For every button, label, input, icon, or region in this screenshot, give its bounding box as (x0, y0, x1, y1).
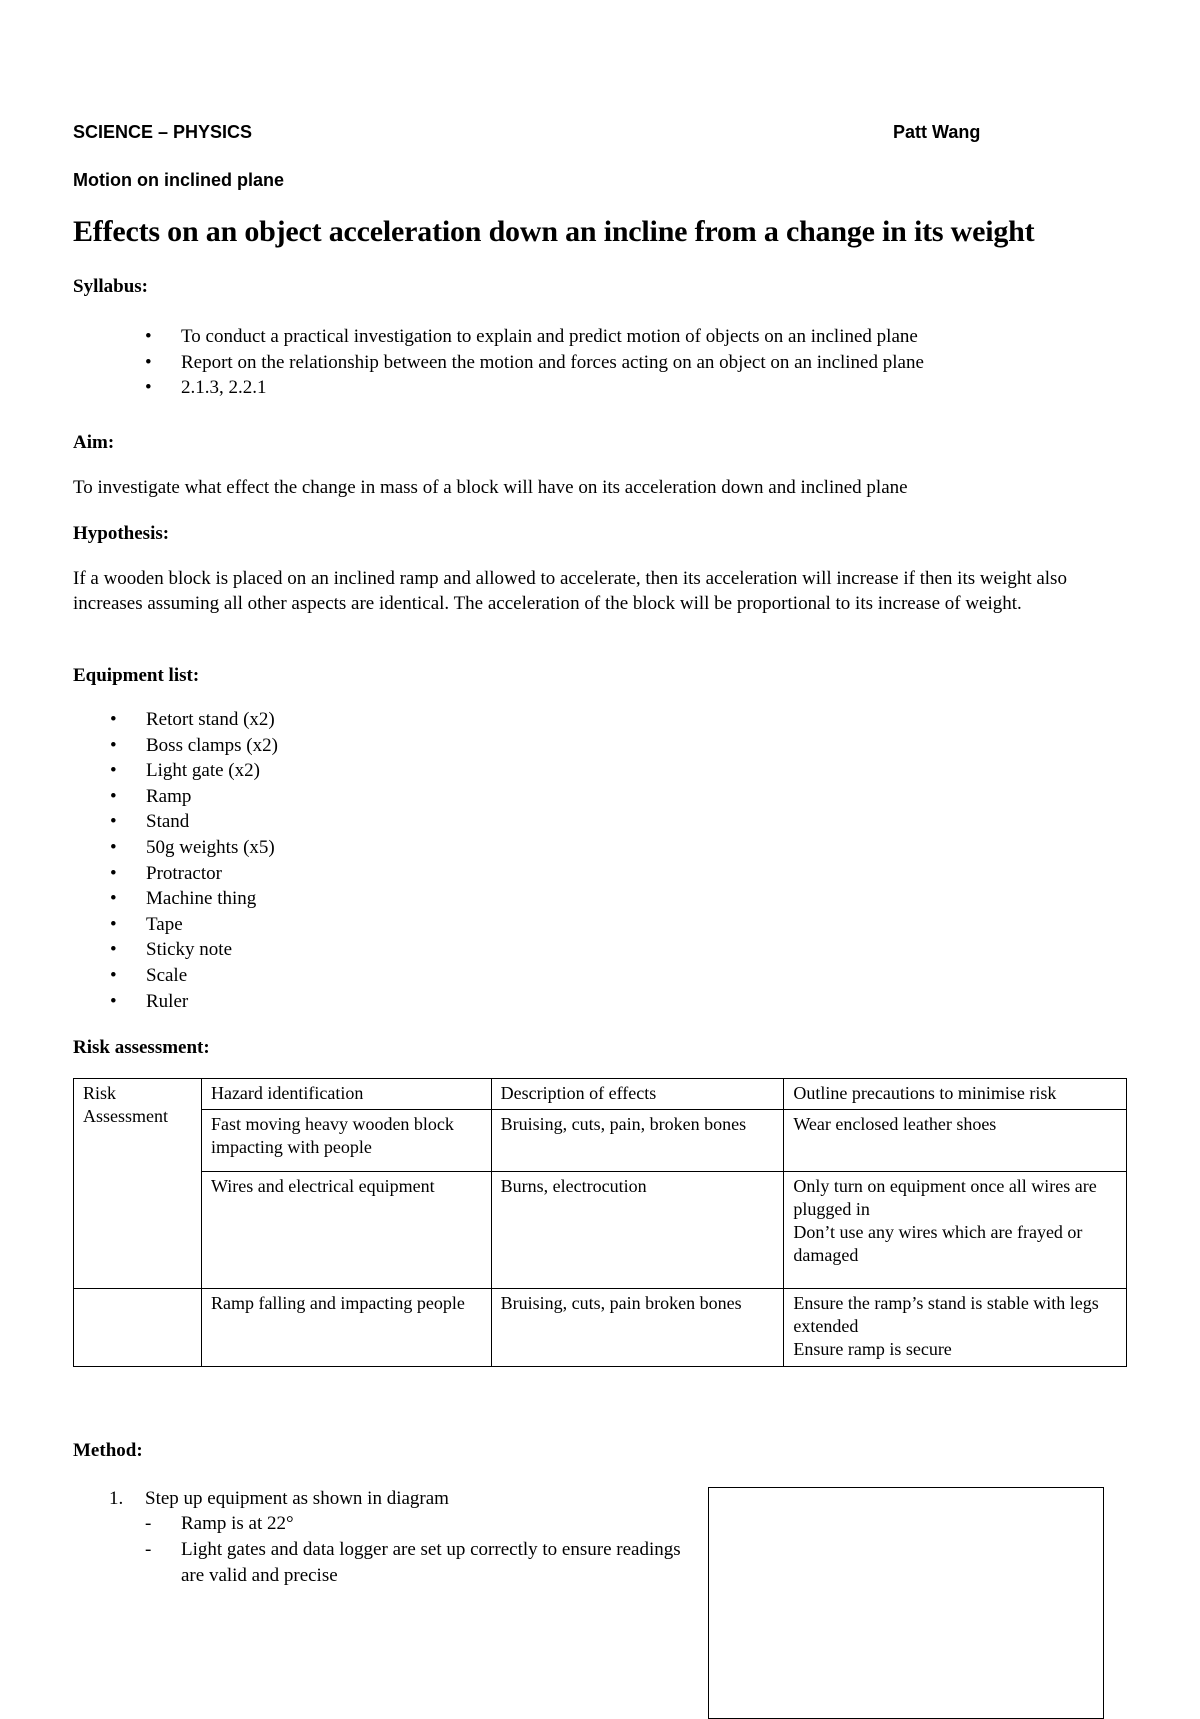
empty-cell (74, 1289, 202, 1367)
effects-cell: Burns, electrocution (491, 1172, 784, 1289)
syllabus-list (145, 324, 1155, 401)
precautions-cell (784, 1110, 1127, 1172)
effects-cell: Bruising, cuts, pain broken bones (491, 1289, 784, 1367)
hazard-cell: Fast moving heavy wooden block impacting with people (201, 1110, 491, 1172)
table-row (74, 1079, 1127, 1110)
syllabus-heading: Syllabus: (73, 276, 148, 297)
substep-list (145, 1511, 693, 1589)
hazard-cell: Wires and electrical equipment (201, 1172, 491, 1289)
list-item: • To conduct a practical investigation to explain and predict motion of objects on an inclined plane (145, 324, 1155, 350)
hazard-cell: Ramp falling and impacting people (201, 1289, 491, 1367)
list-item: • Tape (110, 912, 610, 938)
aim-text: To investigate what effect the change in mass of a block will have on its acceleration down and inclined plane (73, 477, 908, 498)
method-steps (73, 1486, 693, 1589)
hypothesis-text: If a wooden block is placed on an inclined ramp and allowed to accelerate, then its acceleration will increase if then its weight also increases assuming all other aspects are identical. The acceleration of the block will be proportional to its increase of weight. (73, 568, 1067, 614)
column-header: Description of effects (491, 1079, 784, 1110)
precaution-line: Ensure the ramp’s stand is stable with legs extended (793, 1293, 1099, 1336)
diagram-placeholder (708, 1487, 1104, 1719)
list-item: • Report on the relationship between the motion and forces acting on an object on an inclined plane (145, 350, 1155, 376)
topic-label: Motion on inclined plane (73, 170, 284, 190)
table-row (74, 1172, 1127, 1289)
table-row (74, 1289, 1127, 1367)
list-item: • Ramp (110, 784, 610, 810)
precaution-line: Don’t use any wires which are frayed or damaged (793, 1222, 1083, 1265)
hypothesis-heading: Hypothesis: (73, 523, 170, 544)
equipment-heading: Equipment list: (73, 665, 200, 686)
subject-label: SCIENCE – PHYSICS (73, 122, 253, 142)
method-heading: Method: (73, 1440, 143, 1461)
document-title: Effects on an object acceleration down an incline from a change in its weight (73, 215, 1035, 248)
list-item: • Boss clamps (x2) (110, 733, 610, 759)
method-step (73, 1486, 693, 1589)
list-item: • Scale (110, 963, 610, 989)
list-item: • Retort stand (x2) (110, 707, 610, 733)
column-header: Hazard identification (201, 1079, 491, 1110)
dash-mark: - (145, 1539, 152, 1560)
list-item: • Machine thing (110, 886, 610, 912)
list-item: • 50g weights (x5) (110, 835, 610, 861)
aim-heading: Aim: (73, 432, 115, 453)
table-row (74, 1110, 1127, 1172)
precautions-cell (784, 1172, 1127, 1289)
list-item: • Light gate (x2) (110, 758, 610, 784)
substep (145, 1511, 693, 1537)
risk-corner-cell: Risk Assessment (74, 1079, 202, 1289)
step-number: 1. (109, 1488, 124, 1509)
list-item: • Stand (110, 809, 610, 835)
substep-text: Light gates and data logger are set up correctly to ensure readings are valid and precise (181, 1539, 681, 1586)
precaution-line: Wear enclosed leather shoes (793, 1114, 997, 1134)
column-header: Outline precautions to minimise risk (784, 1079, 1127, 1110)
substep (145, 1537, 693, 1589)
list-item: • Protractor (110, 861, 610, 887)
list-item: • Ruler (110, 989, 610, 1015)
substep-text: Ramp is at 22° (181, 1513, 294, 1534)
precaution-line: Ensure ramp is secure (793, 1339, 952, 1359)
equipment-list (110, 707, 610, 1014)
list-item: • Sticky note (110, 937, 610, 963)
author-name: Patt Wang (893, 122, 981, 142)
step-text: Step up equipment as shown in diagram (145, 1488, 449, 1509)
dash-mark: - (145, 1513, 152, 1534)
risk-table (73, 1078, 1127, 1367)
precautions-cell (784, 1289, 1127, 1367)
precaution-line: Only turn on equipment once all wires are plugged in (793, 1176, 1097, 1219)
effects-cell: Bruising, cuts, pain, broken bones (491, 1110, 784, 1172)
risk-heading: Risk assessment: (73, 1037, 210, 1058)
list-item: • 2.1.3, 2.2.1 (145, 375, 1155, 401)
